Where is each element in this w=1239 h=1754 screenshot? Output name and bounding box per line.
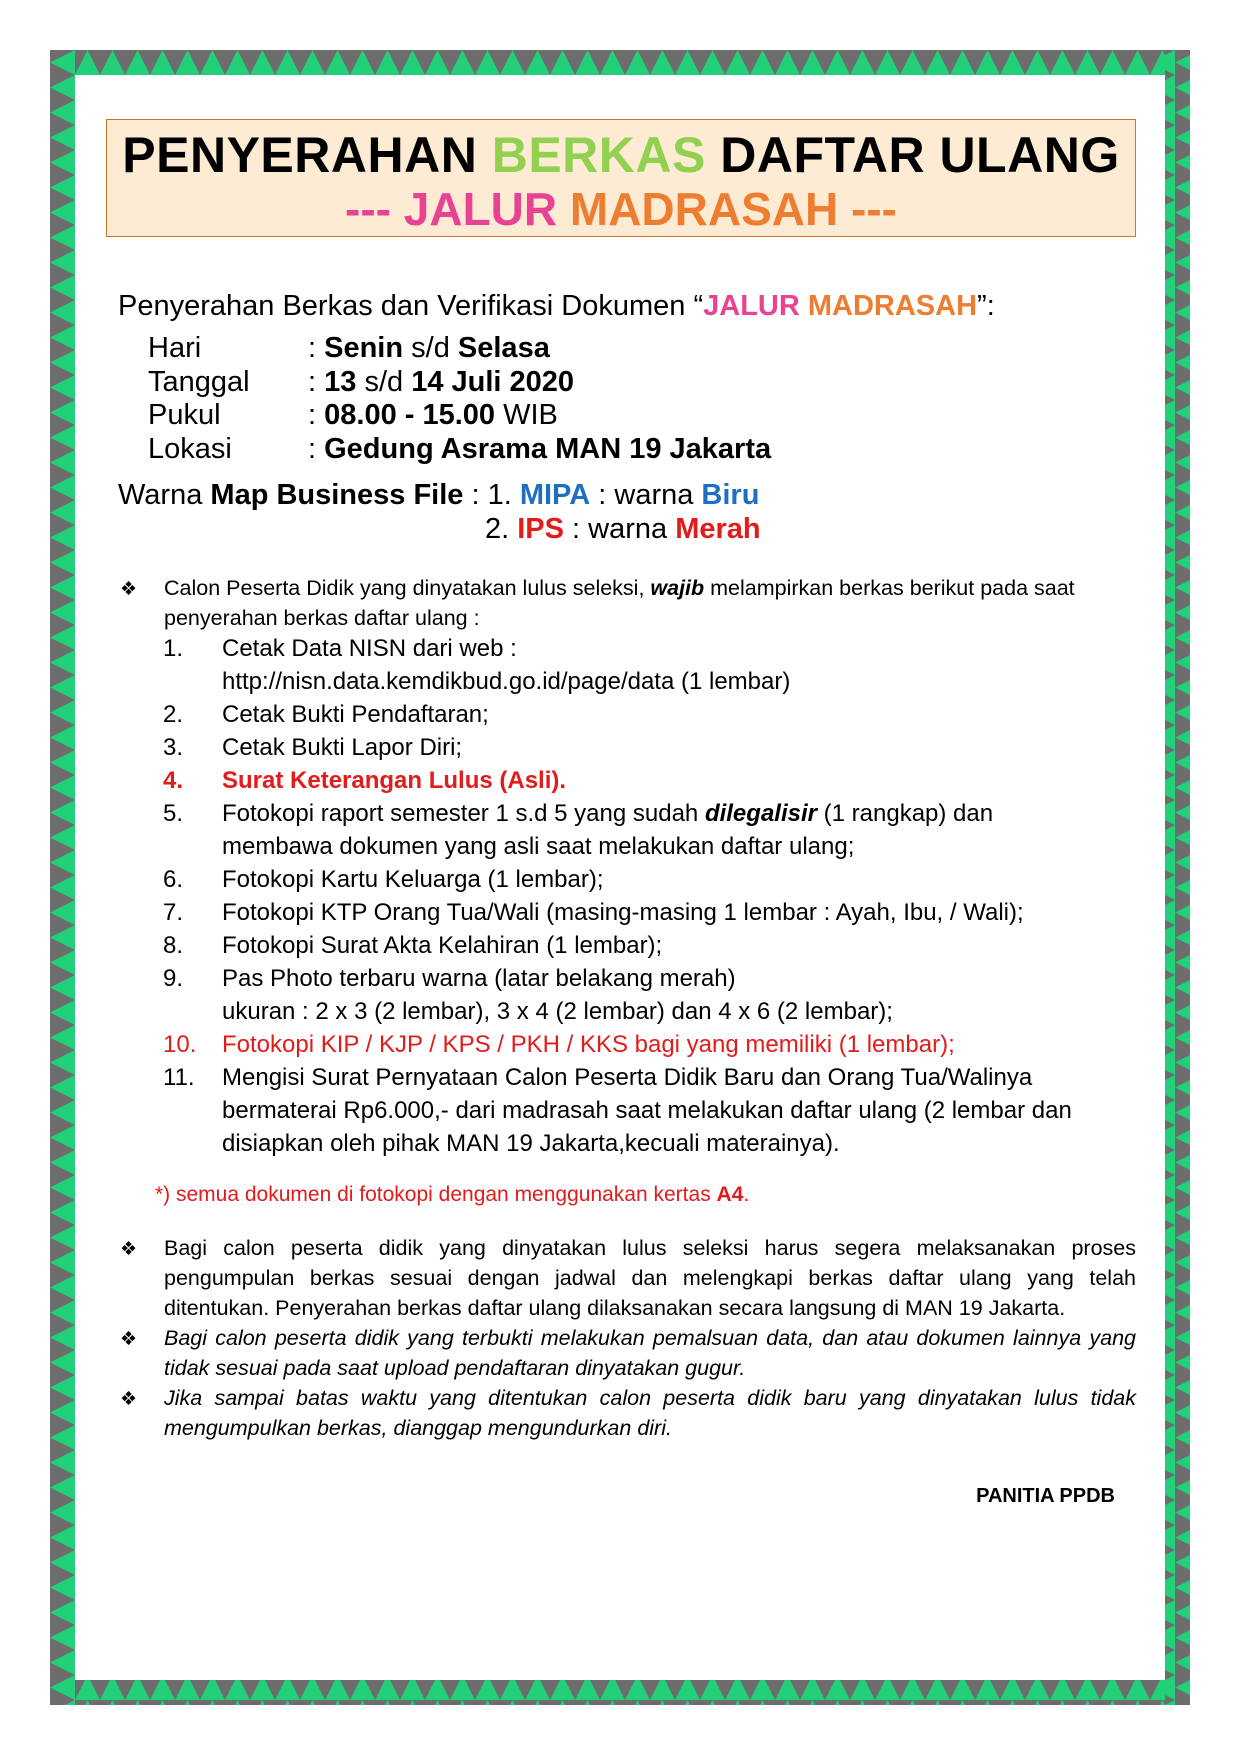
list-item: Fotokopi KTP Orang Tua/Wali (masing-masing 1 lembar : Ayah, Ibu, / Wali); bbox=[222, 899, 1024, 926]
title-line-2: --- JALUR MADRASAH --- bbox=[345, 183, 897, 235]
a4-note: *) semua dokumen di fotokopi dengan menggunakan kertas A4. bbox=[155, 1183, 750, 1206]
title-box bbox=[106, 119, 1136, 237]
bullet-diamond-icon: ❖ bbox=[120, 579, 138, 600]
bullet-3-text: Bagi calon peserta didik yang terbukti melakukan pemalsuan data, dan atau dokumen lainnya yang tidak sesuai pada saat upload pendaftaran dinyatakan gugur. bbox=[164, 1326, 1136, 1380]
map-color-ips: 2. IPS : warna Merah bbox=[485, 513, 761, 545]
list-item: Surat Keterangan Lulus (Asli). bbox=[222, 767, 567, 794]
list-item: Fotokopi Kartu Keluarga (1 lembar); bbox=[222, 866, 604, 893]
bullet-diamond-icon: ❖ bbox=[120, 1239, 138, 1260]
list-item: Cetak Bukti Pendaftaran; bbox=[222, 701, 489, 728]
list-item: Fotokopi Surat Akta Kelahiran (1 lembar); bbox=[222, 932, 663, 959]
map-color-mipa: Warna Map Business File : 1. MIPA : warna Biru bbox=[118, 479, 760, 511]
list-item: Fotokopi KIP / KJP / KPS / PKH / KKS bagi yang memiliki (1 lembar); bbox=[222, 1031, 955, 1058]
bullet-1-text: Calon Peserta Didik yang dinyatakan lulus seleksi, wajib melampirkan berkas berikut pada saat penyerahan berkas daftar ulang : bbox=[164, 576, 1075, 630]
list-item: Cetak Bukti Lapor Diri; bbox=[222, 734, 463, 761]
title-line-1: PENYERAHAN BERKAS DAFTAR ULANG bbox=[122, 127, 1120, 183]
list-item: Fotokopi raport semester 1 s.d 5 yang sudah dilegalisir (1 rangkap) dan bbox=[222, 800, 994, 827]
bullet-diamond-icon: ❖ bbox=[120, 1389, 138, 1410]
list-item: Mengisi Surat Pernyataan Calon Peserta Didik Baru dan Orang Tua/Walinya bbox=[222, 1064, 1033, 1091]
bullet-diamond-icon: ❖ bbox=[120, 1329, 138, 1350]
list-item: Pas Photo terbaru warna (latar belakang merah) bbox=[222, 965, 736, 992]
bullet-2-text: Bagi calon peserta didik yang dinyatakan lulus seleksi harus segera melaksanakan proses pengumpulan berkas sesuai dengan jadwal dan melengkapi berkas daftar ulang yang telah ditentukan. Penyerahan berkas daftar ulang dilaksanakan secara langsung di MAN 19 Jakarta. bbox=[164, 1236, 1136, 1320]
page-content: PENYERAHAN BERKAS DAFTAR ULANG --- JALUR MADRASAH --- Penyerahan Berkas dan Verifikasi Dokumen “JALUR MADRASAH”: Hari : Senin s/d Selasa Tanggal : 13 s/d 14 Juli 2020 Pukul : 08.00 - 15.00 WIB Lokasi : Gedung Asrama MAN 19 Jakarta Warna Map Business File : 1. MIPA : warna Biru 2. IPS : warna Merah ❖ Calon Peserta Didik yang dinyatakan lulus seleksi, wajib melampirkan berkas berikut pada saat penyerahan berkas daftar ulang : 1. Cetak Data NISN dari web : http://nisn.data.kemdikbud.go.id/page/data (1 lembar) 2. Cetak Bukti Pendaftaran; 3. Cetak Bukti Lapor Diri; 4. Surat Keterangan Lulus (Asli). 5. Fotokopi raport semester 1 s.d 5 yang sudah dilegalisir (1 rangkap) dan membawa dokumen yang asli saat melakukan daftar ulang; 6. Fotokopi Kartu Keluarga (1 lembar); 7. Fotokopi KTP Orang Tua/Wali (masing-masing 1 lembar : Ayah, Ibu, / Wali); 8. Fotokopi Surat Akta Kelahiran (1 lembar); 9. Pas Photo terbaru warna (latar belakang merah) ukuran : 2 x 3 (2 lembar), 3 x 4 (2 lembar) dan 4 x 6 (2 lembar); 10. Fotokopi KIP / KJP / KPS / PKH / KKS bagi yang memiliki (1 lembar); 11. Mengisi Surat Pernyataan Calon Peserta Didik Baru dan Orang Tua/Walinya bermaterai Rp6.000,- dari madrasah saat melakukan daftar ulang (2 lembar dan disiapkan oleh pihak MAN 19 Jakarta,kecuali materainya). *) semua dokumen di fotokopi dengan menggunakan kertas A4. ❖ Bagi calon peserta didik yang dinyatakan lulus seleksi harus segera melaksanakan proses pengumpulan berkas sesuai dengan jadwal dan melengkapi berkas daftar ulang yang telah ditentukan. Penyerahan berkas daftar ulang dilaksanakan secara langsung di MAN 19 Jakarta. ❖ Bagi calon peserta didik yang terbukti melakukan pemalsuan data, dan atau dokumen lainnya yang tidak sesuai pada saat upload pendaftaran dinyatakan gugur. ❖ Jika sampai batas waktu yang ditentukan calon peserta didik baru yang dinyatakan lulus tidak mengumpulkan berkas, dianggap mengundurkan diri. PANITIA PPDB bbox=[75, 75, 1165, 1680]
bullet-4-text: Jika sampai batas waktu yang ditentukan calon peserta didik baru yang dinyatakan lulus tidak mengumpulkan berkas, dianggap mengundurkan diri. bbox=[164, 1386, 1136, 1440]
list-item: Cetak Data NISN dari web : bbox=[222, 635, 517, 662]
signature: PANITIA PPDB bbox=[976, 1485, 1115, 1507]
intro-text: Penyerahan Berkas dan Verifikasi Dokumen “JALUR MADRASAH”: bbox=[118, 290, 995, 322]
